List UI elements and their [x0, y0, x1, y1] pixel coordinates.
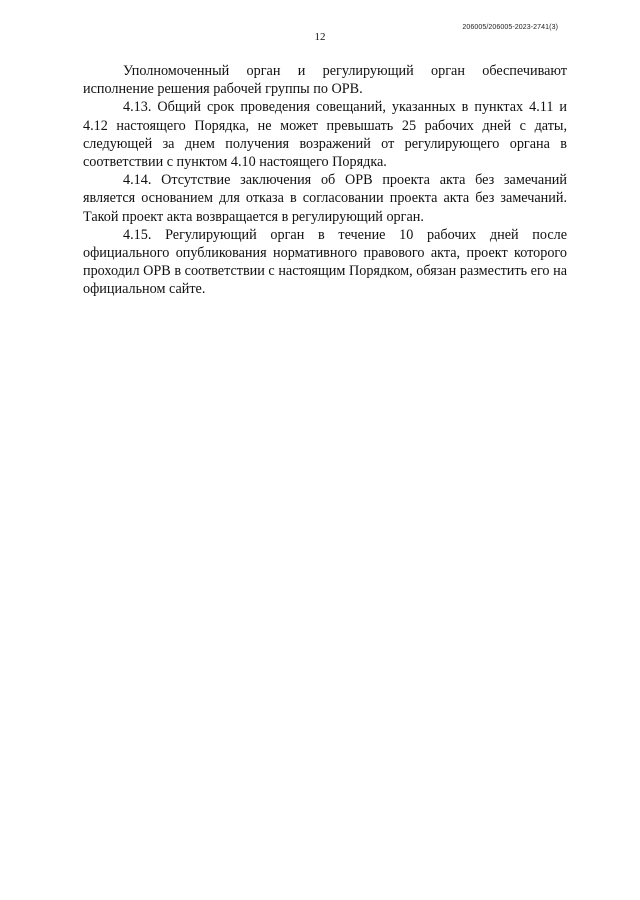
document-body: [83, 62, 567, 299]
document-registration-number: 206005/206005-2023-2741(3): [462, 24, 558, 31]
paragraph-4-13: 4.13. Общий срок проведения совещаний, указанных в пунктах 4.11 и 4.12 настоящего Порядка, не может превышать 25 рабочих дней с даты, следующей за днем получения возражений от регулирующего органа в соответствии с пунктом 4.10 настоящего Порядка.: [83, 99, 567, 171]
paragraph-4-15: 4.15. Регулирующий орган в течение 10 рабочих дней после официального опубликования нормативного правового акта, проект которого проходил ОРВ в соответствии с настоящим Порядком, обязан разместить его на официальном сайте.: [83, 226, 567, 298]
paragraph-4-14: 4.14. Отсутствие заключения об ОРВ проекта акта без замечаний является основанием для отказа в согласовании проекта акта без замечаний. Такой проект акта возвращается в регулирующий орган.: [83, 172, 567, 225]
page-number: 12: [314, 31, 326, 43]
paragraph-execution-of-decision: Уполномоченный орган и регулирующий орган обеспечивают исполнение решения рабочей группы по ОРВ.: [83, 63, 567, 98]
